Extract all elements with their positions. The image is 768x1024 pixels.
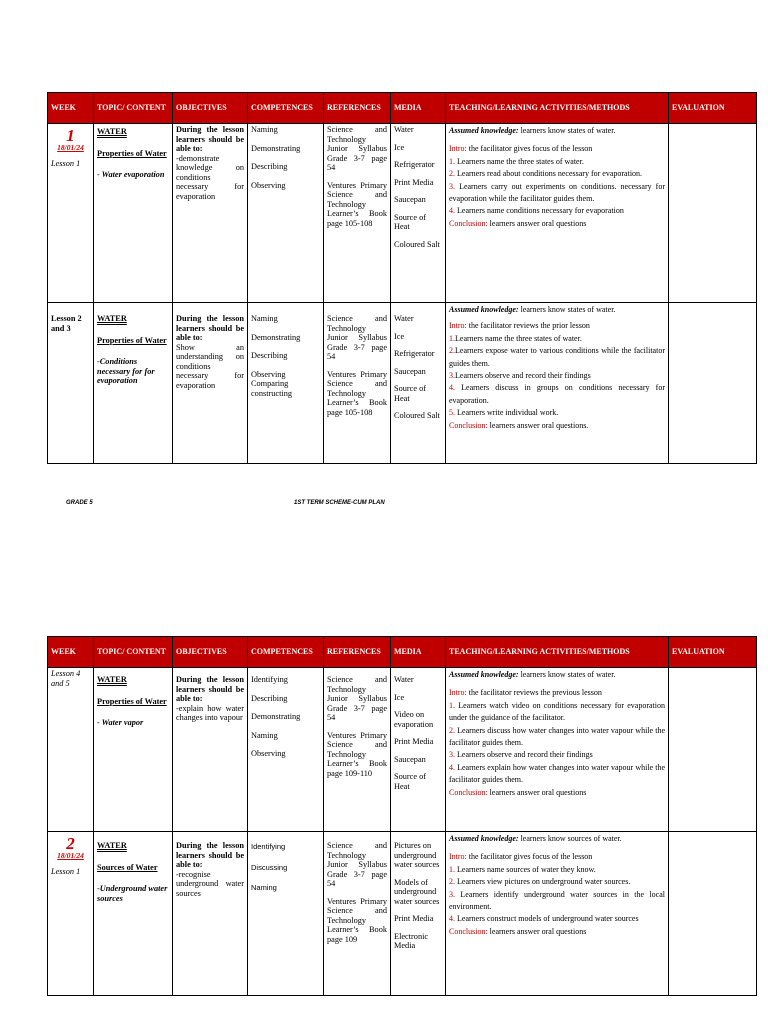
media-item: Source of Heat bbox=[394, 384, 427, 403]
activities-cell bbox=[446, 124, 669, 303]
media-item: Source of Heat bbox=[394, 212, 427, 232]
topic-detail: - Water evaporation bbox=[97, 170, 165, 180]
topic-detail: - Water vapor bbox=[97, 718, 144, 728]
topic-detail: -Underground water sources bbox=[97, 884, 168, 903]
activity-step bbox=[449, 407, 665, 419]
step-text: Learners carry out experiments on conditions. necessary for evaporation while the facilitator guides them. bbox=[449, 181, 665, 203]
media-cell bbox=[391, 832, 446, 996]
media-item: Refrigerator bbox=[394, 349, 435, 359]
media-item: Ice bbox=[394, 692, 405, 702]
media-cell bbox=[391, 668, 446, 832]
competence-item: Describing bbox=[251, 351, 288, 361]
objectives-cell bbox=[173, 832, 248, 996]
step-number: 3. bbox=[449, 370, 455, 380]
media-item: Refrigerator bbox=[394, 160, 435, 170]
topic-title: WATER bbox=[97, 841, 127, 850]
topic-title: WATER bbox=[97, 127, 127, 136]
media-item: Print Media bbox=[394, 914, 434, 924]
competence-item: Demonstrating bbox=[251, 332, 301, 342]
activity-step bbox=[449, 725, 665, 750]
header-topic: TOPIC/ CONTENT bbox=[94, 93, 173, 124]
references-cell bbox=[324, 303, 391, 464]
topic-cell bbox=[94, 668, 173, 832]
competences-cell bbox=[248, 303, 324, 464]
activity-step bbox=[449, 156, 665, 168]
intro-text: the facilitator reviews the previous lesson bbox=[466, 688, 602, 698]
competences-cell bbox=[248, 124, 324, 303]
objective-heading: During the lesson learners should be able to: bbox=[176, 841, 244, 870]
conclusion-label: Conclusion: bbox=[449, 218, 488, 228]
competence-item: Demonstrating bbox=[251, 143, 301, 153]
header-objectives: OBJECTIVES bbox=[173, 637, 248, 668]
table-row bbox=[48, 668, 757, 832]
competence-item: Naming bbox=[251, 314, 278, 323]
media-item: Water bbox=[394, 675, 414, 684]
intro-text: the facilitator gives focus of the lesson bbox=[466, 144, 593, 154]
table-row bbox=[48, 303, 757, 464]
step-text: Learners discuss in groups on conditions necessary for evaporation. bbox=[449, 383, 665, 405]
week-cell bbox=[48, 832, 94, 996]
assumed-knowledge-label: Assumed knowledge: bbox=[449, 305, 519, 314]
intro-text: the facilitator reviews the prior lesson bbox=[466, 321, 590, 331]
intro-text: the facilitator gives focus of the lesson bbox=[466, 852, 593, 862]
competence-item: Describing bbox=[251, 162, 288, 172]
competence-item: Observing bbox=[251, 749, 286, 759]
assumed-knowledge bbox=[449, 125, 665, 137]
topic-subtitle: Properties of Water bbox=[97, 335, 167, 345]
step-text: Learners name the three states of water. bbox=[455, 333, 582, 343]
header-week: WEEK bbox=[48, 93, 94, 124]
objective-text: -recognise underground water sources bbox=[176, 869, 244, 898]
objective-text: -demonstrate knowledge on conditions necessary for evaporation bbox=[176, 153, 244, 201]
step-number: 1. bbox=[449, 333, 455, 343]
table-row bbox=[48, 832, 757, 996]
media-item: Ice bbox=[394, 331, 405, 341]
activity-step bbox=[449, 913, 665, 925]
references-cell bbox=[324, 832, 391, 996]
step-text: Learners watch video on conditions necessary for evaporation under the guidance of the facilitator. bbox=[449, 700, 665, 723]
media-item: Video on evaporation bbox=[394, 710, 434, 729]
step-number: 3. bbox=[449, 181, 455, 191]
intro-label: Intro: bbox=[449, 144, 467, 154]
reference-item: Ventures Primary Science and Technology Learner’s Book page 109 bbox=[327, 896, 387, 944]
activities-cell bbox=[446, 668, 669, 832]
header-topic: TOPIC/ CONTENT bbox=[94, 637, 173, 668]
header-media: MEDIA bbox=[391, 637, 446, 668]
lesson-label: Lesson 4 and 5 bbox=[51, 669, 81, 688]
lesson-label: Lesson 1 bbox=[51, 866, 81, 876]
intro-label: Intro: bbox=[449, 852, 467, 862]
assumed-knowledge bbox=[449, 833, 665, 845]
lesson-label: Lesson 1 bbox=[51, 158, 81, 168]
assumed-knowledge-text: learners know states of water. bbox=[518, 126, 616, 135]
objectives-cell bbox=[173, 303, 248, 464]
competence-item: Observing Comparing constructing bbox=[251, 369, 293, 398]
competence-item: Identifying bbox=[251, 842, 286, 851]
media-item: Water bbox=[394, 314, 414, 323]
week-number: 1 bbox=[66, 126, 75, 145]
step-text: Learners observe and record their findings bbox=[455, 370, 591, 380]
conclusion-line bbox=[449, 926, 665, 938]
activity-step bbox=[449, 333, 665, 345]
evaluation-cell bbox=[669, 832, 757, 996]
header-evaluation: EVALUATION bbox=[669, 93, 757, 124]
step-number: 4. bbox=[449, 206, 455, 216]
scheme-table-top bbox=[47, 92, 757, 464]
media-item: Print Media bbox=[394, 177, 434, 187]
activity-step bbox=[449, 762, 665, 787]
competence-item: Identifying bbox=[251, 675, 288, 684]
step-text: Learners observe and record their findings bbox=[455, 750, 593, 760]
step-text: Learners discuss how water changes into water vapour while the facilitator guides them. bbox=[449, 725, 665, 747]
week-cell bbox=[48, 124, 94, 303]
activity-step bbox=[449, 345, 665, 370]
reference-item: Science and Technology Junior Syllabus Grade 3-7 page 54 bbox=[327, 125, 387, 173]
conclusion-label: Conclusion: bbox=[449, 787, 488, 797]
reference-item: Ventures Primary Science and Technology Learner’s Book page 105-108 bbox=[327, 369, 387, 417]
media-item: Saucepan bbox=[394, 754, 426, 764]
competence-item: Discussing bbox=[251, 862, 288, 872]
intro-line bbox=[449, 851, 665, 863]
step-number: 4. bbox=[449, 914, 455, 924]
topic-detail: -Conditions necessary for for evaporation bbox=[97, 357, 155, 386]
intro-line bbox=[449, 687, 665, 699]
reference-item: Ventures Primary Science and Technology Learner’s Book page 105-108 bbox=[327, 180, 387, 228]
media-cell bbox=[391, 303, 446, 464]
conclusion-line bbox=[449, 787, 665, 799]
topic-cell bbox=[94, 832, 173, 996]
activity-step bbox=[449, 889, 665, 914]
media-item: Ice bbox=[394, 142, 405, 152]
intro-line bbox=[449, 143, 665, 155]
step-text: Learners read about conditions necessary for evaporation. bbox=[455, 169, 643, 179]
header-references: REFERENCES bbox=[324, 637, 391, 668]
step-text: Learners explain how water changes into water vapour while the facilitator guides them. bbox=[449, 762, 665, 785]
conclusion-text: learners answer oral questions bbox=[487, 218, 587, 228]
step-text: Learners name sources of water they know. bbox=[455, 864, 596, 874]
step-number: 4. bbox=[449, 383, 455, 393]
assumed-knowledge bbox=[449, 304, 665, 316]
week-date: 18/01/24 bbox=[57, 143, 84, 152]
references-cell bbox=[324, 124, 391, 303]
objective-text: Show an understanding on conditions necessary for evaporation bbox=[176, 342, 244, 390]
step-text: Learners construct models of underground water sources bbox=[455, 914, 639, 924]
header-objectives: OBJECTIVES bbox=[173, 93, 248, 124]
evaluation-cell bbox=[669, 668, 757, 832]
activity-step bbox=[449, 876, 665, 888]
evaluation-cell bbox=[669, 124, 757, 303]
objective-text: -explain how water changes into vapour bbox=[176, 703, 244, 723]
step-text: Learners identify underground water sources in the local environment. bbox=[449, 889, 665, 911]
activity-step bbox=[449, 382, 665, 407]
assumed-knowledge-text: learners know sources of water. bbox=[518, 834, 622, 843]
topic-cell bbox=[94, 124, 173, 303]
activity-step bbox=[449, 168, 665, 180]
activity-step bbox=[449, 181, 665, 206]
conclusion-label: Conclusion: bbox=[449, 420, 488, 430]
step-number: 3. bbox=[449, 750, 455, 760]
assumed-knowledge-label: Assumed knowledge: bbox=[449, 834, 519, 843]
intro-line bbox=[449, 320, 665, 332]
week-cell bbox=[48, 668, 94, 832]
media-item: Source of Heat bbox=[394, 772, 427, 791]
step-text: Learners name the three states of water. bbox=[455, 156, 584, 166]
topic-subtitle: Sources of Water bbox=[97, 862, 158, 872]
term-plan-label: 1ST TERM SCHEME-CUM PLAN bbox=[294, 500, 385, 506]
step-text: Learners write individual work. bbox=[455, 408, 559, 418]
media-item: Coloured Salt bbox=[394, 239, 440, 249]
step-number: 2. bbox=[449, 877, 455, 887]
reference-item: Science and Technology Junior Syllabus Grade 3-7 page 54 bbox=[327, 675, 387, 723]
topic-title: WATER bbox=[97, 675, 127, 684]
media-item: Print Media bbox=[394, 737, 434, 747]
step-number: 3. bbox=[449, 889, 455, 899]
reference-item: Ventures Primary Science and Technology Learner’s Book page 109-110 bbox=[327, 730, 387, 778]
assumed-knowledge-label: Assumed knowledge: bbox=[449, 670, 519, 679]
competence-item: Naming bbox=[251, 730, 278, 740]
conclusion-line bbox=[449, 420, 665, 432]
competences-cell bbox=[248, 668, 324, 832]
header-activities: TEACHING/LEARNING ACTIVITIES/METHODS bbox=[446, 637, 669, 668]
objective-heading: During the lesson learners should be able to: bbox=[176, 125, 244, 154]
step-number: 4. bbox=[449, 762, 455, 772]
objective-heading: During the lesson learners should be able to: bbox=[176, 314, 244, 343]
media-item: Water bbox=[394, 125, 414, 134]
week-date: 18/01/24 bbox=[57, 851, 84, 860]
media-item: Saucepan bbox=[394, 366, 426, 376]
media-item: Saucepan bbox=[394, 195, 426, 205]
activities-cell bbox=[446, 832, 669, 996]
conclusion-text: learners answer oral questions. bbox=[487, 420, 589, 430]
topic-subtitle: Properties of Water bbox=[97, 148, 167, 158]
objectives-cell bbox=[173, 668, 248, 832]
topic-title: WATER bbox=[97, 314, 127, 323]
conclusion-text: learners answer oral questions bbox=[487, 926, 587, 936]
activity-step bbox=[449, 749, 665, 761]
competence-item: Demonstrating bbox=[251, 712, 301, 722]
competence-item: Naming bbox=[251, 883, 277, 893]
scheme-table-bottom bbox=[47, 636, 757, 996]
header-row bbox=[48, 637, 757, 668]
step-number: 2. bbox=[449, 169, 455, 179]
competences-cell bbox=[248, 832, 324, 996]
media-item: Pictures on underground water sources bbox=[394, 841, 440, 870]
conclusion-line bbox=[449, 218, 665, 230]
competence-item: Observing bbox=[251, 180, 286, 190]
header-competences: COMPETENCES bbox=[248, 637, 324, 668]
header-media: MEDIA bbox=[391, 93, 446, 124]
table-row bbox=[48, 124, 757, 303]
header-row bbox=[48, 93, 757, 124]
lesson-label: Lesson 2 and 3 bbox=[51, 314, 82, 333]
step-number: 5. bbox=[449, 408, 455, 418]
step-text: Learners expose water to various conditions while the facilitator guides them. bbox=[449, 346, 665, 368]
step-number: 1. bbox=[449, 156, 455, 166]
reference-item: Science and Technology Junior Syllabus Grade 3-7 page 54 bbox=[327, 314, 387, 362]
assumed-knowledge-text: learners know states of water. bbox=[518, 670, 616, 679]
activity-step bbox=[449, 700, 665, 725]
topic-subtitle: Properties of Water bbox=[97, 696, 167, 706]
step-number: 1. bbox=[449, 864, 455, 874]
step-number: 2. bbox=[449, 346, 455, 356]
step-text: Learners name conditions necessary for evaporation bbox=[455, 206, 624, 216]
activity-step bbox=[449, 205, 665, 217]
activity-step bbox=[449, 864, 665, 876]
step-text: Learners view pictures on underground water sources. bbox=[455, 877, 631, 887]
conclusion-text: learners answer oral questions bbox=[487, 787, 587, 797]
media-cell bbox=[391, 124, 446, 303]
objectives-cell bbox=[173, 124, 248, 303]
week-number: 2 bbox=[66, 834, 75, 853]
header-week: WEEK bbox=[48, 637, 94, 668]
reference-item: Science and Technology Junior Syllabus Grade 3-7 page 54 bbox=[327, 841, 387, 889]
objective-heading: During the lesson learners should be able to: bbox=[176, 675, 244, 704]
activities-cell bbox=[446, 303, 669, 464]
assumed-knowledge bbox=[449, 669, 665, 681]
topic-cell bbox=[94, 303, 173, 464]
header-activities: TEACHING/LEARNING ACTIVITIES/METHODS bbox=[446, 93, 669, 124]
references-cell bbox=[324, 668, 391, 832]
evaluation-cell bbox=[669, 303, 757, 464]
assumed-knowledge-label: Assumed knowledge: bbox=[449, 126, 519, 135]
media-item: Electronic Media bbox=[394, 931, 429, 951]
assumed-knowledge-text: learners know states of water. bbox=[518, 305, 616, 314]
conclusion-label: Conclusion: bbox=[449, 926, 488, 936]
competence-item: Naming bbox=[251, 125, 278, 134]
media-item: Models of underground water sources bbox=[394, 877, 440, 906]
header-evaluation: EVALUATION bbox=[669, 637, 757, 668]
week-cell bbox=[48, 303, 94, 464]
activity-step bbox=[449, 370, 665, 382]
step-number: 1. bbox=[449, 700, 455, 710]
competence-item: Describing bbox=[251, 693, 288, 703]
grade-label: GRADE 5 bbox=[66, 500, 93, 506]
header-competences: COMPETENCES bbox=[248, 93, 324, 124]
intro-label: Intro: bbox=[449, 321, 467, 331]
intro-label: Intro: bbox=[449, 688, 467, 698]
media-item: Coloured Salt bbox=[394, 411, 440, 421]
step-number: 2. bbox=[449, 725, 455, 735]
header-references: REFERENCES bbox=[324, 93, 391, 124]
